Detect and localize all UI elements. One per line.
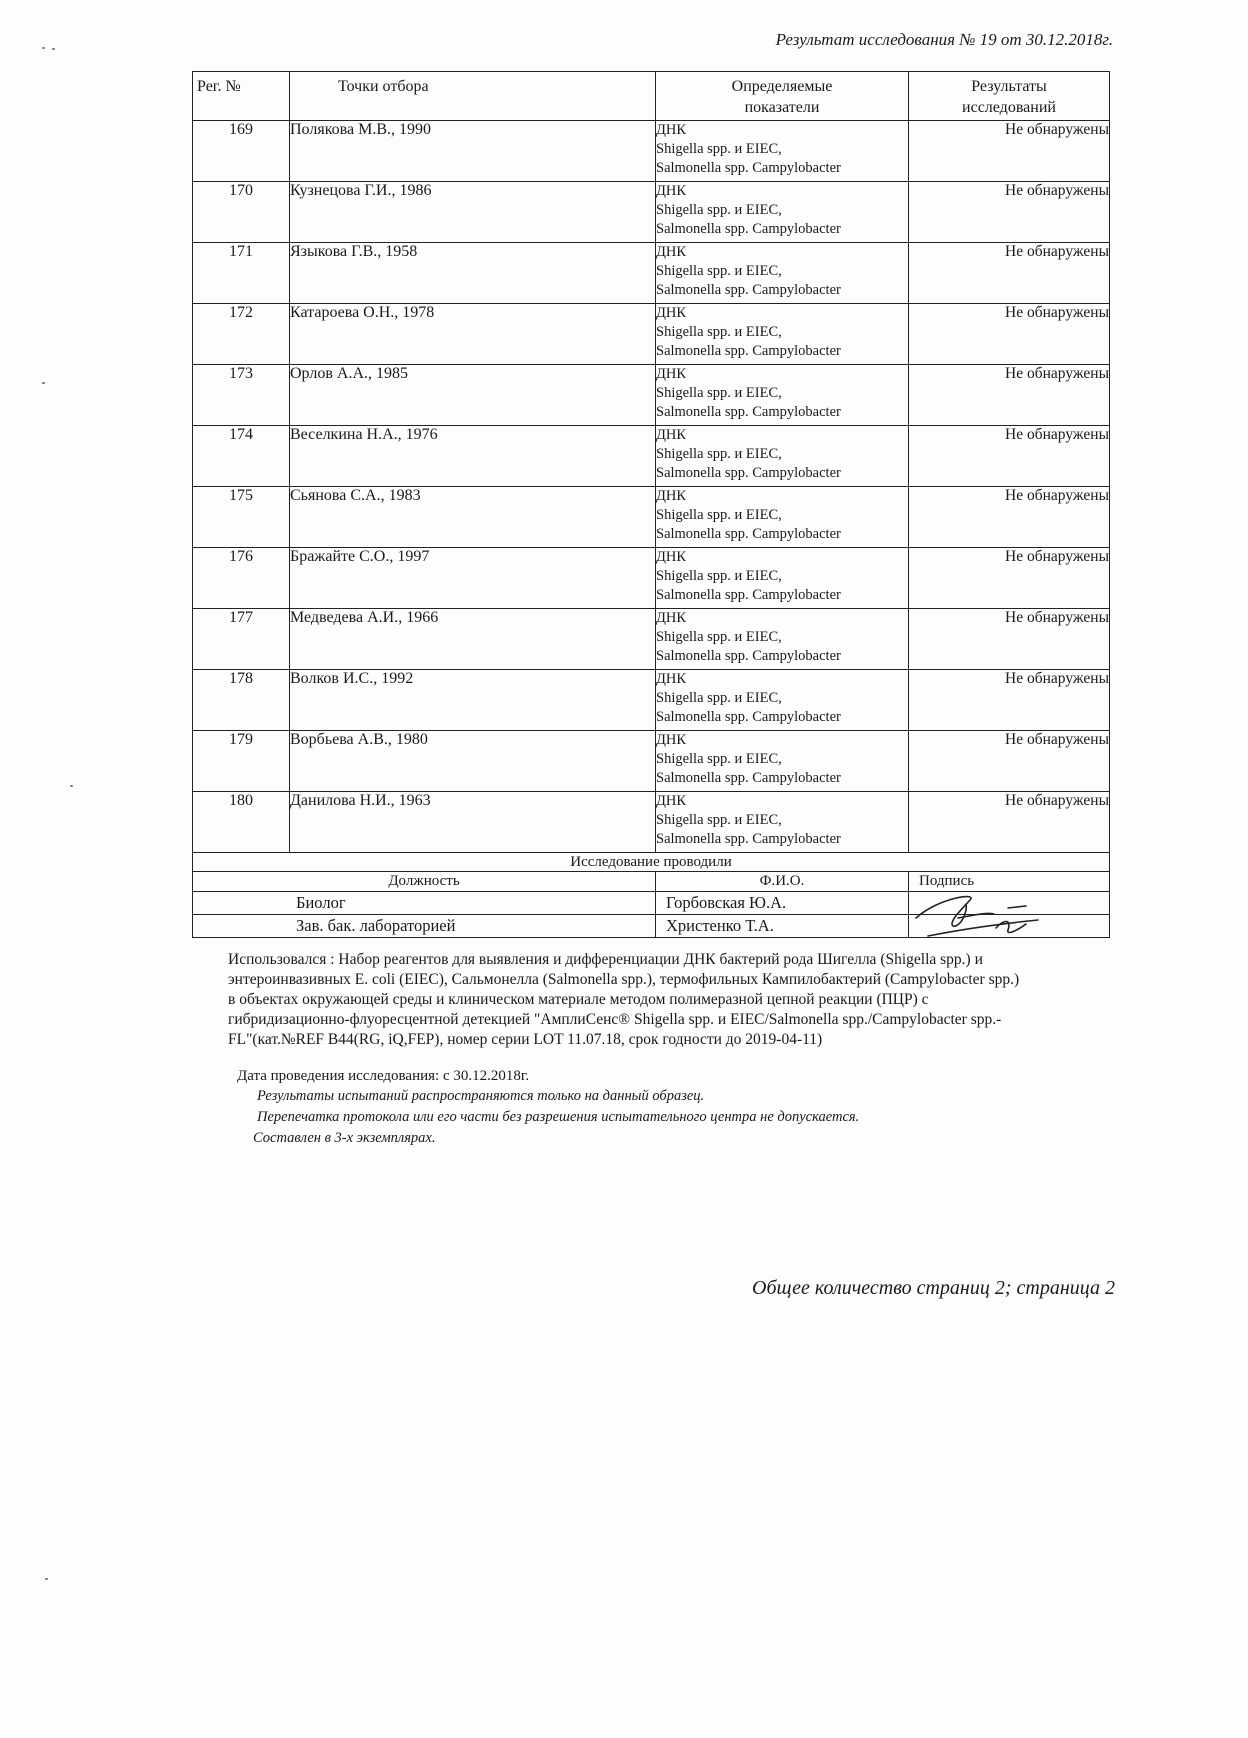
note-scope: Результаты испытаний распространяются только на данный образец. (257, 1088, 705, 1104)
reg-number-cell: 177 (193, 609, 290, 670)
indicator-line: Shigella spp. и EIEC, (656, 202, 782, 218)
indicator-line: ДНК (656, 427, 687, 443)
reg-number-cell: 172 (193, 304, 290, 365)
reg-number-cell: 175 (193, 487, 290, 548)
researchers-title-row (193, 853, 1110, 872)
used-line: в объектах окружающей среды и клиническом материале методом полимеразной цепной реакции (ПЦР) с (228, 991, 929, 1008)
sampling-point-cell: Сьянова С.А., 1983 (290, 487, 656, 548)
indicator-line: ДНК (656, 122, 687, 138)
indicator-line: ДНК (656, 366, 687, 382)
indicators-cell (656, 731, 909, 792)
sampling-point-cell: Бражайте С.О., 1997 (290, 548, 656, 609)
indicator-line: ДНК (656, 183, 687, 199)
indicator-line: Salmonella spp. Campylobacter (656, 648, 841, 664)
used-line: FL"(кат.№REF B44(RG, iQ,FEP), номер серии LOT 11.07.18, срок годности до 2019-04-11) (228, 1031, 823, 1048)
table-row (193, 792, 1110, 853)
researcher-name: Горбовская Ю.А. (656, 892, 909, 915)
results-table (192, 71, 1110, 938)
indicator-line: Shigella spp. и EIEC, (656, 751, 782, 767)
indicator-line: Shigella spp. и EIEC, (656, 385, 782, 401)
scan-speck (70, 785, 73, 787)
result-cell: Не обнаружены (909, 609, 1110, 670)
indicators-cell (656, 121, 909, 182)
table-row (193, 548, 1110, 609)
researcher-position: Биолог (193, 892, 656, 915)
study-date: Дата проведения исследования: с 30.12.2018г. (237, 1068, 530, 1084)
reg-number-cell: 171 (193, 243, 290, 304)
reg-number-cell: 180 (193, 792, 290, 853)
note-reprint: Перепечатка протокола или его части без разрешения испытательного центра не допускается. (257, 1109, 860, 1125)
reagents-used-text (228, 950, 1108, 1050)
header-full-name: Ф.И.О. (656, 872, 909, 892)
indicators-cell (656, 670, 909, 731)
header-results: Результаты исследований (909, 72, 1110, 121)
table-row (193, 426, 1110, 487)
sampling-point-cell: Ворбьева А.В., 1980 (290, 731, 656, 792)
result-cell: Не обнаружены (909, 731, 1110, 792)
reg-number-cell: 174 (193, 426, 290, 487)
indicator-line: Salmonella spp. Campylobacter (656, 526, 841, 542)
indicators-cell (656, 792, 909, 853)
used-line: энтероинвазивных E. coli (EIEC), Сальмонелла (Salmonella spp.), термофильных Кампилобактерий (Campylobacter spp.) (228, 971, 1020, 988)
result-cell: Не обнаружены (909, 182, 1110, 243)
sampling-point-cell: Медведева А.И., 1966 (290, 609, 656, 670)
indicator-line: ДНК (656, 549, 687, 565)
indicator-line: Shigella spp. и EIEC, (656, 568, 782, 584)
result-cell: Не обнаружены (909, 670, 1110, 731)
result-cell: Не обнаружены (909, 426, 1110, 487)
result-cell: Не обнаружены (909, 365, 1110, 426)
scan-speck (42, 382, 45, 384)
indicator-line: Salmonella spp. Campylobacter (656, 343, 841, 359)
sampling-point-cell: Полякова М.В., 1990 (290, 121, 656, 182)
sampling-point-cell: Языкова Г.В., 1958 (290, 243, 656, 304)
indicator-line: Salmonella spp. Campylobacter (656, 282, 841, 298)
handwritten-signature (908, 890, 1058, 950)
indicators-cell (656, 487, 909, 548)
researchers-header-row (193, 872, 1110, 892)
indicator-line: Salmonella spp. Campylobacter (656, 221, 841, 237)
indicator-line: ДНК (656, 244, 687, 260)
indicators-cell (656, 548, 909, 609)
reg-number-cell: 178 (193, 670, 290, 731)
indicator-line: Salmonella spp. Campylobacter (656, 465, 841, 481)
table-row (193, 243, 1110, 304)
indicators-cell (656, 365, 909, 426)
scan-speck (52, 48, 55, 50)
indicator-line: ДНК (656, 732, 687, 748)
document-title: Результат исследования № 19 от 30.12.2018г. (775, 30, 1113, 49)
sampling-point-cell: Орлов А.А., 1985 (290, 365, 656, 426)
indicator-line: Shigella spp. и EIEC, (656, 690, 782, 706)
indicator-line: Salmonella spp. Campylobacter (656, 709, 841, 725)
table-row (193, 731, 1110, 792)
header-sampling-points: Точки отбора (290, 72, 656, 121)
indicator-line: ДНК (656, 488, 687, 504)
indicator-line: Salmonella spp. Campylobacter (656, 831, 841, 847)
header-indicators: Определяемые показатели (656, 72, 909, 121)
researchers-title: Исследование проводили (193, 853, 1110, 872)
indicator-line: Salmonella spp. Campylobacter (656, 587, 841, 603)
indicator-line: Shigella spp. и EIEC, (656, 812, 782, 828)
result-cell: Не обнаружены (909, 243, 1110, 304)
sampling-point-cell: Кузнецова Г.И., 1986 (290, 182, 656, 243)
indicators-cell (656, 182, 909, 243)
indicator-line: ДНК (656, 305, 687, 321)
researcher-position: Зав. бак. лабораторией (193, 915, 656, 938)
sampling-point-cell: Данилова Н.И., 1963 (290, 792, 656, 853)
table-row (193, 182, 1110, 243)
indicator-line: Salmonella spp. Campylobacter (656, 160, 841, 176)
sampling-point-cell: Катароева О.Н., 1978 (290, 304, 656, 365)
table-row (193, 304, 1110, 365)
indicator-line: Salmonella spp. Campylobacter (656, 770, 841, 786)
table-row (193, 609, 1110, 670)
indicator-line: Shigella spp. и EIEC, (656, 324, 782, 340)
indicator-line: ДНК (656, 610, 687, 626)
result-cell: Не обнаружены (909, 548, 1110, 609)
indicator-line: Salmonella spp. Campylobacter (656, 404, 841, 420)
table-row (193, 365, 1110, 426)
note-copies: Составлен в 3-х экземплярах. (253, 1130, 436, 1146)
table-row (193, 487, 1110, 548)
header-signature: Подпись (909, 872, 1110, 892)
reg-number-cell: 173 (193, 365, 290, 426)
reg-number-cell: 169 (193, 121, 290, 182)
indicator-line: Shigella spp. и EIEC, (656, 446, 782, 462)
indicator-line: ДНК (656, 793, 687, 809)
indicators-cell (656, 243, 909, 304)
table-header-row (193, 72, 1110, 121)
result-cell: Не обнаружены (909, 304, 1110, 365)
indicators-cell (656, 304, 909, 365)
indicator-line: Shigella spp. и EIEC, (656, 629, 782, 645)
indicator-line: Shigella spp. и EIEC, (656, 263, 782, 279)
scan-speck (45, 1578, 48, 1580)
reg-number-cell: 179 (193, 731, 290, 792)
result-cell: Не обнаружены (909, 121, 1110, 182)
sampling-point-cell: Веселкина Н.А., 1976 (290, 426, 656, 487)
result-cell: Не обнаружены (909, 792, 1110, 853)
header-position: Должность (193, 872, 656, 892)
indicators-cell (656, 426, 909, 487)
indicator-line: ДНК (656, 671, 687, 687)
sampling-point-cell: Волков И.С., 1992 (290, 670, 656, 731)
scan-speck (42, 47, 45, 49)
researcher-name: Христенко Т.А. (656, 915, 909, 938)
table-row (193, 670, 1110, 731)
used-line: гибридизационно-флуоресцентной детекцией "АмплиСенс® Shigella spp. и EIEC/Salmonella spp./Campylobacter spp.- (228, 1011, 1002, 1028)
indicators-cell (656, 609, 909, 670)
table-row (193, 121, 1110, 182)
reg-number-cell: 176 (193, 548, 290, 609)
used-line: Использовался : Набор реагентов для выявления и дифференциации ДНК бактерий рода Шигелла (Shigella spp.) и (228, 951, 983, 968)
reg-number-cell: 170 (193, 182, 290, 243)
header-reg-number: Рег. № (193, 72, 290, 121)
page-counter: Общее количество страниц 2; страница 2 (752, 1277, 1115, 1299)
indicator-line: Shigella spp. и EIEC, (656, 141, 782, 157)
indicator-line: Shigella spp. и EIEC, (656, 507, 782, 523)
result-cell: Не обнаружены (909, 487, 1110, 548)
